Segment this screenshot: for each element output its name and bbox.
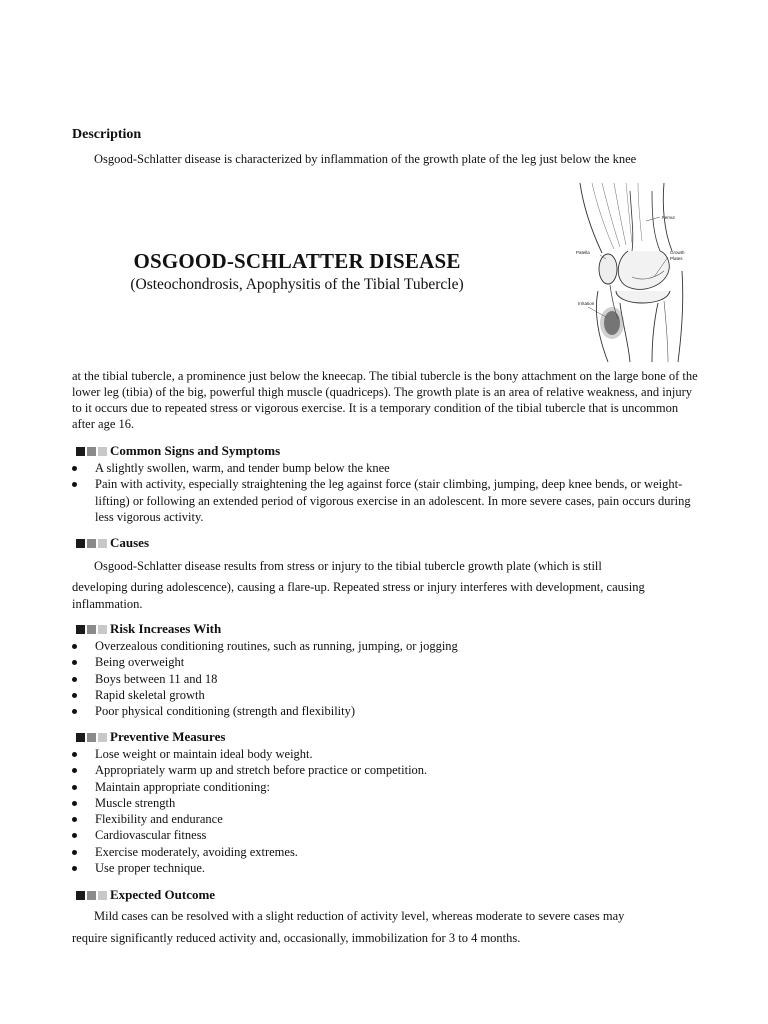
list-item: Being overweight — [72, 654, 692, 670]
label-growth: Growth — [670, 250, 685, 255]
section-marker-icon — [76, 891, 107, 900]
label-femur: Femur — [662, 215, 676, 220]
description-heading: Description — [72, 127, 142, 142]
knee-illustration — [572, 181, 695, 362]
label-plates: Plates — [670, 256, 683, 261]
description-continuation: at the tibial tubercle, a prominence just below the kneecap. The tibial tubercle is the bony attachment on the large bone of the lower leg (tibia) of the big, powerful thigh muscle (quadriceps). The growth plate is an area of relative weakness, and injury to it occurs due to repeated stress or vigorous exercise. It is a temporary condition of the tibial tubercle that is uncommon after age 16. — [72, 369, 698, 431]
list-item: Boys between 11 and 18 — [72, 671, 692, 687]
list-item: Appropriately warm up and stretch before practice or competition. — [72, 762, 692, 778]
document-subtitle: (Osteochondrosis, Apophysitis of the Tibial Tubercle) — [130, 276, 464, 293]
section-marker-icon — [76, 447, 107, 456]
label-irritation: Irritation — [578, 301, 595, 306]
label-patella: Patella — [576, 250, 590, 255]
section-marker-icon — [76, 625, 107, 634]
section-marker-icon — [76, 733, 107, 742]
risk-list — [72, 638, 692, 719]
list-item: Rapid skeletal growth — [72, 687, 692, 703]
causes-text-2: developing during adolescence), causing a flare-up. Repeated stress or injury interferes with development, causing inflammation. — [72, 580, 645, 611]
list-item: A slightly swollen, warm, and tender bump below the knee — [72, 460, 692, 476]
prevent-heading-text: Preventive Measures — [110, 729, 226, 744]
prevent-heading — [76, 729, 225, 745]
list-item: Cardiovascular fitness — [72, 827, 692, 843]
list-item: Exercise moderately, avoiding extremes. — [72, 844, 692, 860]
document-title: OSGOOD-SCHLATTER DISEASE — [133, 249, 461, 273]
list-item: Flexibility and endurance — [72, 811, 692, 827]
list-item: Overzealous conditioning routines, such as running, jumping, or jogging — [72, 638, 692, 654]
risk-heading-text: Risk Increases With — [110, 621, 222, 636]
outcome-text-2: require significantly reduced activity and, occasionally, immobilization for 3 to 4 months. — [72, 931, 521, 945]
list-item: Muscle strength — [72, 795, 692, 811]
causes-heading — [76, 535, 149, 551]
outcome-text-1: Mild cases can be resolved with a slight reduction of activity level, whereas moderate to severe cases may — [94, 909, 625, 923]
list-item: Pain with activity, especially straightening the leg against force (stair climbing, jumping, deep knee bends, or weight-lifting) or following an extended period of vigorous exercise in an adolescent. In more severe cases, pain occurs during less vigorous activity. — [72, 476, 692, 525]
description-first-line: Osgood-Schlatter disease is characterized by inflammation of the growth plate of the leg just below the knee — [94, 152, 637, 166]
signs-heading — [76, 443, 280, 459]
signs-heading-text: Common Signs and Symptoms — [110, 443, 281, 458]
list-item: Maintain appropriate conditioning: — [72, 779, 692, 795]
list-item: Poor physical conditioning (strength and flexibility) — [72, 703, 692, 719]
list-item: Use proper technique. — [72, 860, 692, 876]
signs-list — [72, 460, 692, 525]
causes-text-1: Osgood-Schlatter disease results from stress or injury to the tibial tubercle growth plate (which is still — [94, 559, 602, 573]
outcome-heading-text: Expected Outcome — [110, 887, 216, 902]
list-item: Lose weight or maintain ideal body weight. — [72, 746, 692, 762]
outcome-heading — [76, 887, 215, 903]
risk-heading — [76, 621, 221, 637]
prevent-list — [72, 746, 692, 876]
section-marker-icon — [76, 539, 107, 548]
causes-heading-text: Causes — [110, 535, 150, 550]
